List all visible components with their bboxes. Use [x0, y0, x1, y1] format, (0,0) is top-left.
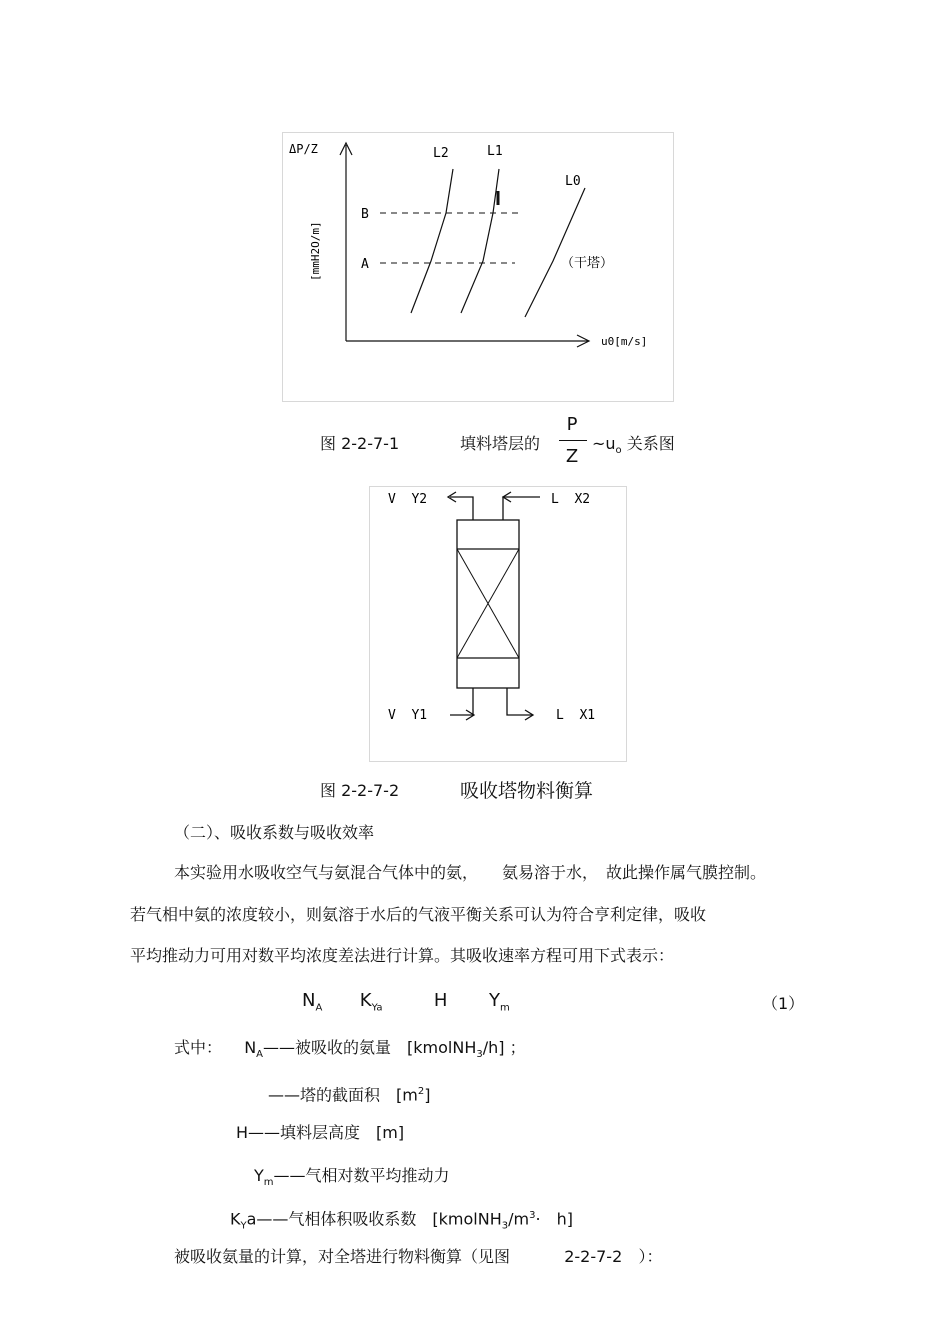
curve-l1	[461, 169, 499, 313]
figure1-caption-post-sub: o	[615, 445, 622, 457]
curve-l2	[411, 169, 453, 313]
last-line-pre: 被吸收氨量的计算，对全塔进行物料衡算（见图	[174, 1247, 511, 1266]
def1-symbol: N	[244, 1038, 257, 1057]
figure-pressure-drop	[282, 132, 674, 402]
def5-symbol: K	[230, 1209, 241, 1229]
def1-tail: /h] ；	[482, 1038, 526, 1057]
paragraph-line-2: 若气相中氨的浓度较小，则氨溶于水后的气液平衡关系可认为符合亨利定律，吸收	[130, 905, 707, 924]
stream-bottom-right: L X1	[556, 708, 596, 723]
figure1-caption-end: 关系图	[626, 434, 675, 453]
def5-unit-sub: 3	[501, 1220, 509, 1232]
def2-sup: 2	[417, 1086, 425, 1097]
section-heading: （二）、吸收系数与吸收效率	[174, 823, 375, 842]
eq-k: K	[359, 990, 372, 1011]
figure1-caption-tail	[592, 431, 675, 456]
curve-label-l0: L0	[565, 174, 581, 189]
y-axis-label: ΔP/Z	[289, 142, 318, 156]
def5-sub: Y	[240, 1220, 247, 1232]
eq-na-sub: A	[315, 1002, 323, 1014]
def-intro: 式中：	[174, 1038, 223, 1057]
def2-tail: ]	[424, 1085, 431, 1105]
last-line	[174, 1246, 662, 1268]
figure2-caption-number: 图 2-2-7-2	[320, 781, 400, 800]
y-unit-label: [mmH2O/m]	[309, 221, 322, 281]
definition-ym	[254, 1165, 450, 1194]
def5-sup: 3	[529, 1210, 536, 1221]
absorption-tower-diagram	[370, 487, 626, 761]
def1-text: ——被吸收的氨量 [kmolNH	[263, 1038, 477, 1057]
def5-unit2: /m	[508, 1209, 530, 1229]
stream-top-left: V Y2	[388, 492, 428, 507]
figure1-frac-line	[559, 440, 587, 441]
def4-symbol: Y	[254, 1166, 264, 1185]
figure2-caption-text: 吸收塔物料衡算	[460, 780, 594, 802]
eq-h: H	[433, 990, 448, 1011]
equation-number: （1）	[762, 994, 805, 1013]
level-a-label: A	[361, 257, 369, 272]
curve-label-l2: L2	[433, 146, 449, 161]
definition-kya	[230, 1205, 573, 1238]
definition-na	[174, 1037, 526, 1066]
definition-area	[268, 1081, 430, 1106]
stream-top-right: L X2	[551, 492, 591, 507]
def1-symbol-sub: A	[256, 1049, 264, 1061]
def3-symbol: H	[236, 1123, 249, 1142]
curve-label-l1: L1	[487, 144, 503, 159]
def5-tail: · h]	[535, 1209, 573, 1229]
eq-y-sub: m	[499, 1002, 510, 1014]
gas-inlet-pipe	[450, 688, 473, 715]
last-line-ref: 2-2-7-2	[564, 1247, 623, 1266]
paragraph-line-3: 平均推动力可用对数平均浓度差法进行计算。其吸收速率方程可用下式表示：	[130, 946, 675, 965]
liquid-outlet-pipe	[507, 688, 533, 715]
figure1-caption-text: 填料塔层的	[460, 434, 541, 453]
eq-k-sub: Ya	[371, 1002, 383, 1014]
def4-text: ——气相对数平均推动力	[273, 1166, 450, 1185]
pressure-drop-chart	[283, 133, 673, 401]
figure1-frac-num: P	[566, 414, 578, 435]
level-b-label: B	[361, 207, 369, 222]
def1-unit-sub: 3	[476, 1049, 483, 1061]
last-line-post: ）：	[638, 1247, 663, 1266]
rate-equation	[302, 990, 510, 1014]
def4-sub: m	[263, 1177, 274, 1189]
def2-text: ——塔的截面积 [m	[268, 1085, 418, 1105]
figure1-caption-post: ~u	[592, 434, 616, 453]
eq-y: Y	[488, 990, 500, 1011]
eq-na: N	[302, 990, 316, 1011]
curve-l0	[525, 188, 585, 317]
dry-tower-label: （干塔）	[561, 256, 614, 271]
x-axis-label: u0[m/s]	[601, 335, 648, 348]
figure1-frac-den: Z	[565, 446, 579, 467]
def5-text: ——气相体积吸收系数 [kmolNH	[256, 1209, 502, 1229]
stream-bottom-left: V Y1	[388, 708, 428, 723]
def5-symbol2: a	[246, 1209, 257, 1229]
figure-absorption-tower	[369, 486, 627, 762]
figure1-caption-number: 图 2-2-7-1	[320, 434, 400, 453]
definition-h	[236, 1122, 404, 1144]
paragraph-line-1: 本实验用水吸收空气与氨混合气体中的氨， 氨易溶于水， 故此操作属气膜控制。	[174, 863, 767, 882]
def3-text: ——填料层高度 [m]	[248, 1123, 405, 1142]
